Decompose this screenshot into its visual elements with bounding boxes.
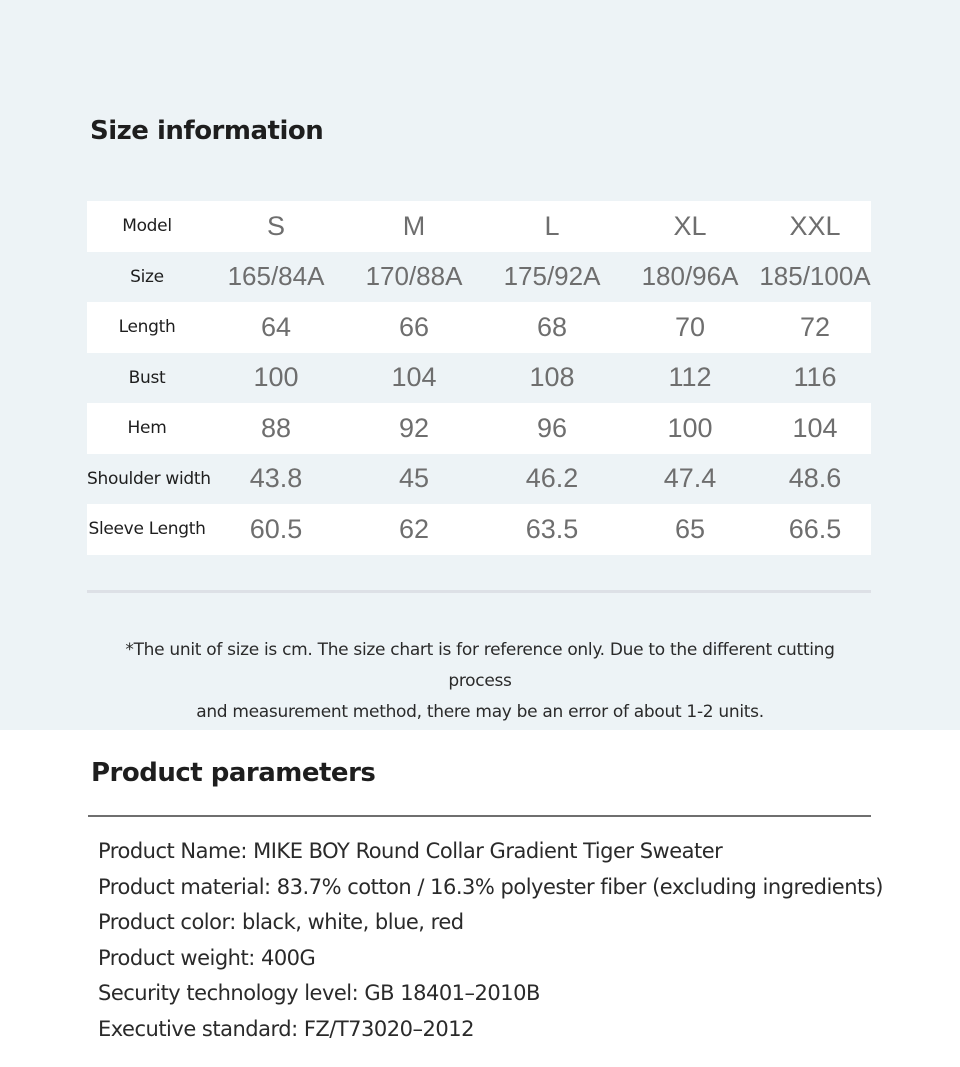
product-parameters-title: Product parameters (91, 758, 376, 788)
table-cell: S (266, 210, 285, 241)
param-product-material: Product material: 83.7% cotton / 16.3% polyester fiber (excluding ingredients) (98, 874, 883, 899)
size-note-line-2: and measurement method, there may be an error of about 1-2 units. (196, 702, 764, 722)
table-row-length (87, 302, 871, 353)
row-label: Model (122, 216, 172, 237)
table-cell: L (544, 210, 560, 241)
row-label: Hem (127, 418, 167, 439)
table-cell: 104 (391, 362, 437, 393)
table-cell: 104 (792, 412, 838, 443)
size-note (100, 635, 860, 728)
table-cell: 170/88A (365, 261, 463, 292)
size-information-title: Size information (90, 116, 324, 146)
table-cell: 45 (398, 463, 430, 494)
row-label: Bust (128, 367, 166, 388)
row-label: Size (130, 266, 164, 287)
table-divider (87, 590, 871, 593)
table-cell: 112 (668, 362, 712, 393)
table-cell: 100 (253, 362, 299, 393)
table-cell: 66 (398, 311, 430, 342)
table-cell: 100 (667, 412, 713, 443)
table-cell: 116 (793, 362, 837, 393)
product-parameters-divider (88, 815, 871, 817)
table-cell: 60.5 (249, 513, 303, 544)
table-cell: 65 (674, 513, 706, 544)
table-cell: 46.2 (525, 463, 579, 494)
table-cell: 68 (536, 311, 568, 342)
table-cell: 43.8 (249, 463, 303, 494)
table-cell: 66.5 (788, 513, 842, 544)
table-row-bust (87, 353, 871, 404)
param-executive-standard: Executive standard: FZ/T73020–2012 (98, 1016, 474, 1041)
table-cell: 96 (536, 412, 568, 443)
table-cell: 180/96A (641, 261, 739, 292)
table-cell: 48.6 (788, 463, 842, 494)
param-product-color: Product color: black, white, blue, red (98, 910, 464, 934)
table-cell: 64 (260, 311, 292, 342)
param-security-level: Security technology level: GB 18401–2010B (98, 981, 540, 1005)
table-row-shoulder-width (87, 454, 871, 505)
param-product-weight: Product weight: 400G (98, 945, 316, 970)
table-cell: XXL (789, 210, 841, 241)
table-cell: 62 (398, 513, 430, 544)
row-label: Shoulder width (87, 468, 211, 489)
table-cell: 175/92A (503, 261, 601, 292)
size-note-line-1: *The unit of size is cm. The size chart is for reference only. Due to the different cutting process (125, 640, 835, 691)
table-cell: 70 (674, 311, 706, 342)
table-cell: 165/84A (227, 261, 325, 292)
table-cell: 63.5 (525, 513, 579, 544)
size-table (87, 201, 871, 555)
table-cell: XL (673, 210, 707, 241)
table-cell: 72 (799, 311, 831, 342)
table-cell: 92 (398, 412, 430, 443)
product-parameters-list (98, 834, 883, 1047)
table-cell: 185/100A (759, 261, 871, 292)
table-cell: 47.4 (663, 463, 717, 494)
row-label: Length (118, 317, 176, 338)
table-row-size (87, 252, 871, 303)
row-label: Sleeve Length (88, 519, 206, 540)
table-row-model (87, 201, 871, 252)
table-cell: M (402, 210, 426, 241)
table-row-sleeve-length (87, 504, 871, 555)
table-cell: 108 (529, 362, 575, 393)
table-cell: 88 (260, 412, 292, 443)
param-product-name: Product Name: MIKE BOY Round Collar Gradient Tiger Sweater (98, 839, 723, 863)
table-row-hem (87, 403, 871, 454)
